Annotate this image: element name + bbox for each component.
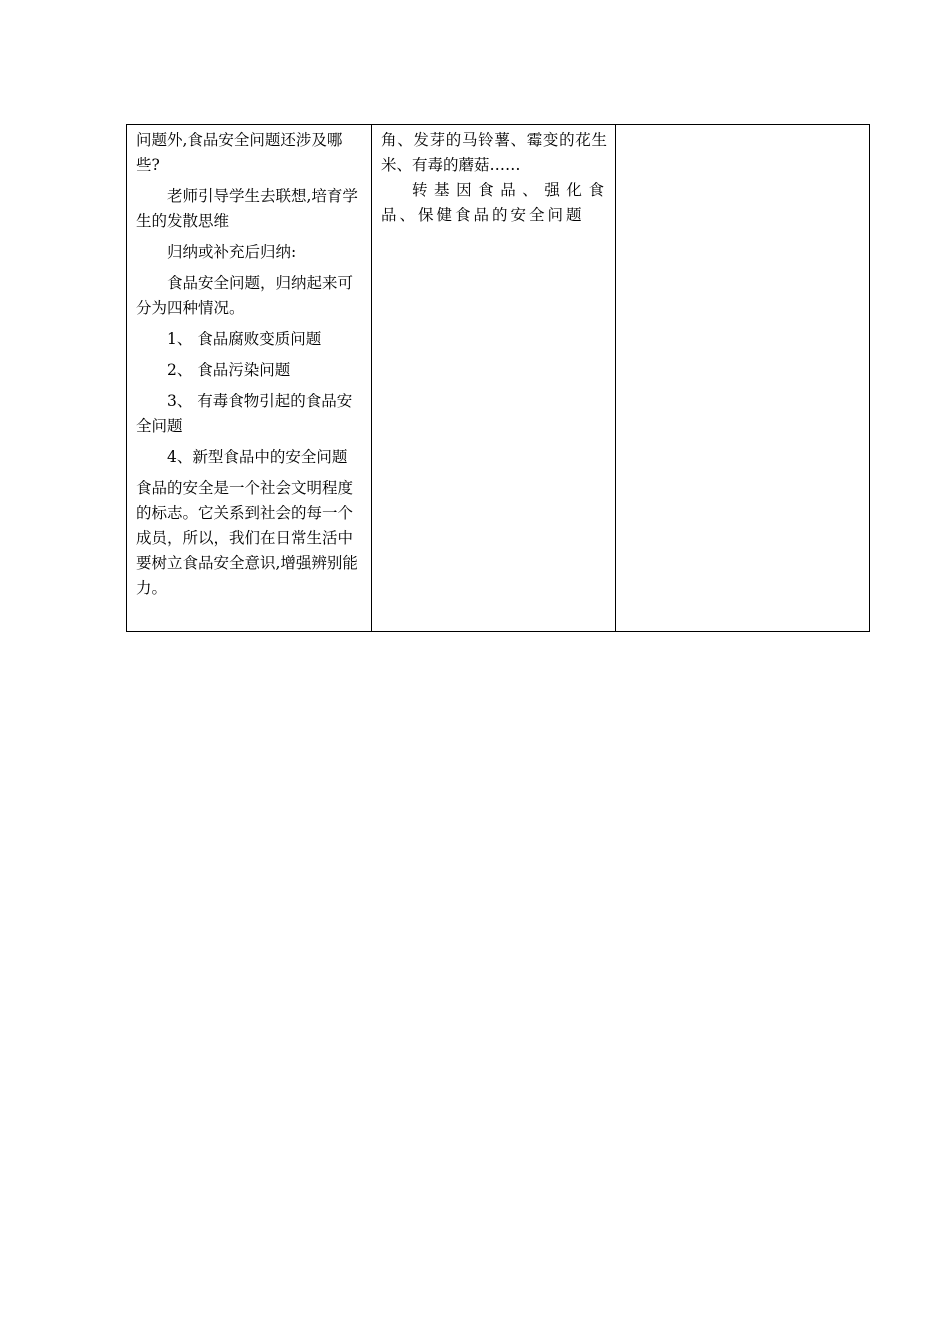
summary-text: 食品安全问题，归纳起来可分为四种情况。 [136, 274, 354, 317]
conclusion-text: 食品的安全是一个社会文明程度的标志。它关系到社会的每一个成员，所以，我们在日常生活中要树立食品安全意识,增强辨别能力。 [136, 479, 358, 597]
examples-text: 角、发芽的马铃薯、霉变的花生米、有毒的蘑菇…… [381, 131, 607, 174]
notes-cell [616, 125, 870, 632]
list-item: 4、新型食品中的安全问题 [167, 448, 348, 466]
question-text: 问题外,食品安全问题还涉及哪些? [136, 131, 343, 174]
new-food-text: 转基因食品、强化食品、保健食品的安全问题 [381, 181, 607, 224]
table-row [127, 125, 870, 632]
list-item: 2、 食品污染问题 [167, 361, 291, 379]
teacher-activity-cell [127, 125, 372, 632]
summary-intro-text: 归纳或补充后归纳: [167, 243, 297, 261]
list-item: 3、 有毒食物引起的食品安全问题 [136, 392, 353, 435]
guidance-text: 老师引导学生去联想,培育学生的发散思维 [136, 187, 358, 230]
student-activity-cell [372, 125, 616, 632]
lesson-table [126, 124, 870, 632]
list-item: 1、 食品腐败变质问题 [167, 330, 322, 348]
